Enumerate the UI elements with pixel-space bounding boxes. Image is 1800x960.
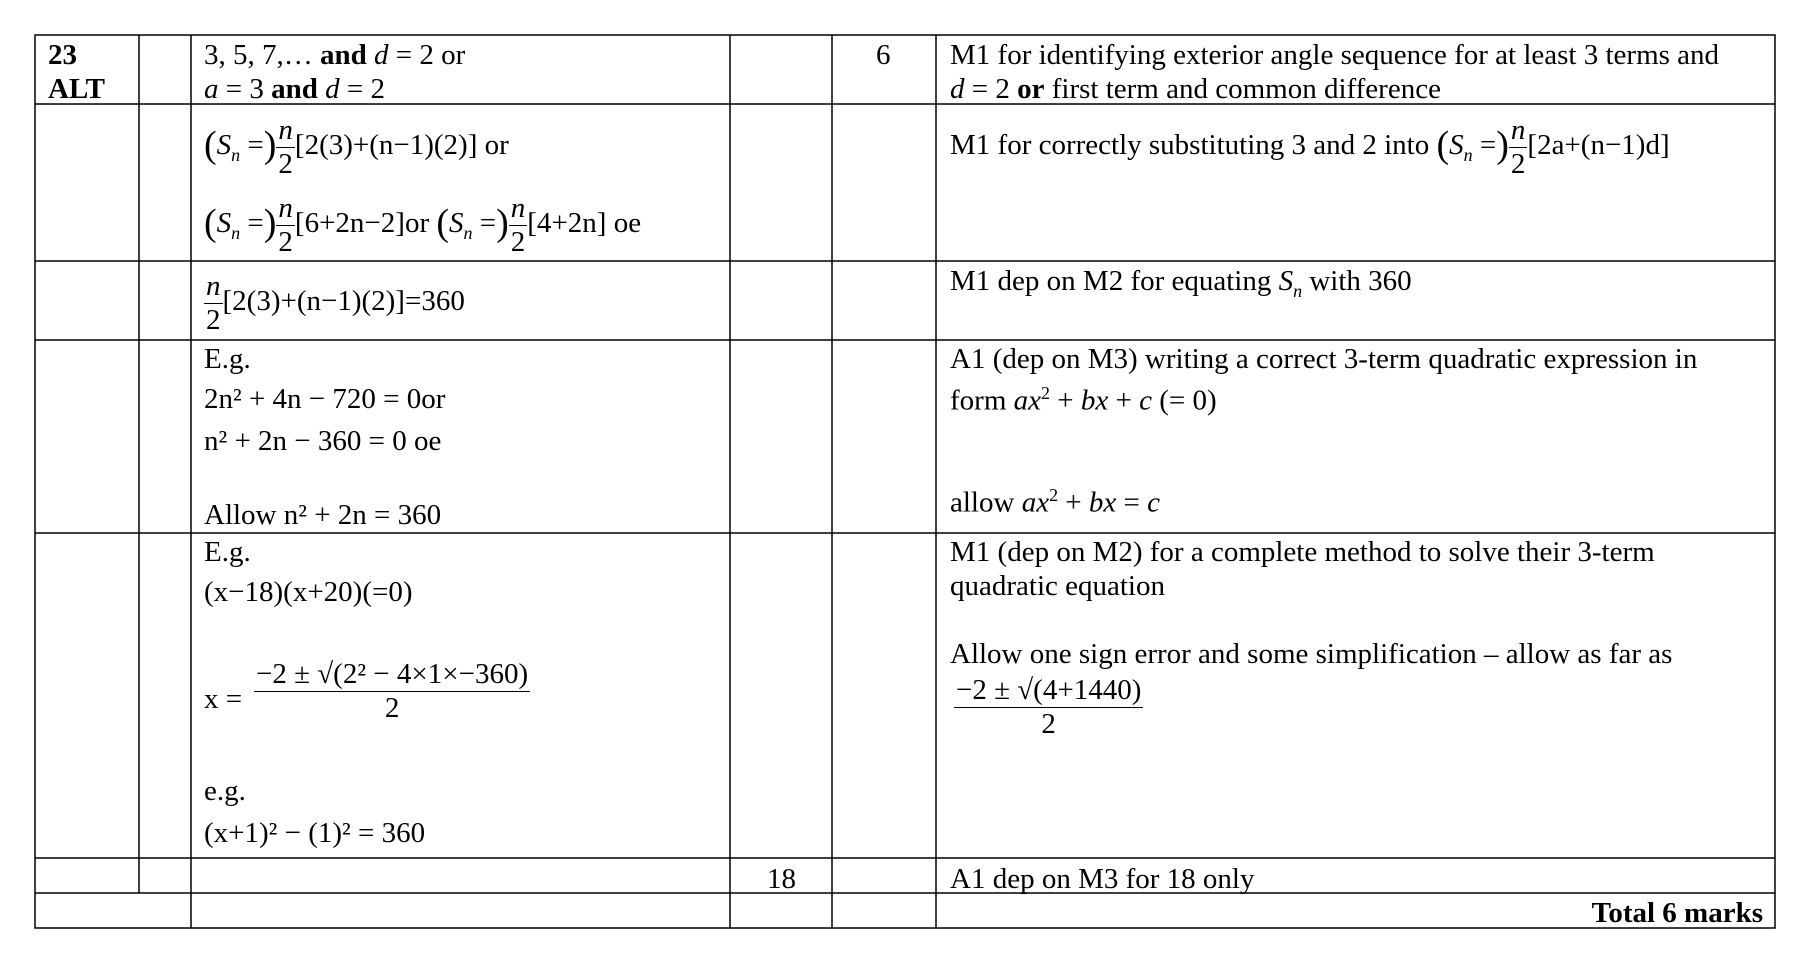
row5-factor: (x−18)(x+20)(=0) <box>204 576 413 608</box>
row1-working-line1: 3, 5, 7,… and d = 2 or <box>204 39 466 71</box>
row2-working-line2: ($S_n$ =) $\frac{n}{2}$ [6+2n−2]or ($S_n$ =) $\frac{n}{2}$ [4+2n] oe <box>204 192 642 258</box>
row5-notes-line1: M1 (dep on M2) for a complete method to solve their 3-term <box>950 536 1655 568</box>
question-number: 23 <box>48 39 77 71</box>
row4-allow: Allow n² + 2n = 360 <box>204 499 442 531</box>
row5-quadratic-formula: $\frac{\text{−2 ± √(2² − 4×1×−360)}}{2}$ <box>256 658 529 724</box>
row1-working-line2: a = 3 and d = 2 <box>204 73 385 105</box>
row6-answer: 18 <box>767 863 796 895</box>
row5-complete-square: (x+1)² − (1)² = 360 <box>204 817 426 849</box>
row4-eq2: n² + 2n − 360 = 0 oe <box>204 425 442 457</box>
question-label: ALT <box>48 73 105 105</box>
row5-eg2: e.g. <box>204 775 246 807</box>
row1-mark: 6 <box>876 39 891 71</box>
row4-eg: E.g. <box>204 343 251 375</box>
row5-notes-line2: quadratic equation <box>950 570 1165 602</box>
row5-x-eq: x = <box>204 683 243 715</box>
row3-notes: M1 dep on M2 for equating $S_n$ with 360 <box>950 265 1412 301</box>
row5-notes-formula: $\frac{-2 \pm √(4+1440)}{2}$ <box>956 674 1142 740</box>
row2-notes: M1 for correctly substituting 3 and 2 into ($S_n$ =) $\frac{n}{2}$ [2a+(n−1)d] <box>950 114 1670 180</box>
row1-notes-line2: d = 2 or first term and common difference <box>950 73 1441 105</box>
row3-working: $\frac{n}{2}$ [2(3)+(n−1)(2)]=360 <box>206 270 465 336</box>
total-marks: Total 6 marks <box>1591 897 1763 929</box>
row6-notes: A1 dep on M3 for 18 only <box>950 863 1255 895</box>
row5-notes-line3: Allow one sign error and some simplification – allow as far as <box>950 638 1673 670</box>
row2-working-line1: ($S_n$ =) $\frac{n}{2}$ [2(3)+(n−1)(2)] or <box>204 114 509 180</box>
row4-notes-line2: form $ax^2$ + bx + c (= 0) <box>950 383 1217 417</box>
row4-eq1: 2n² + 4n − 720 = 0or <box>204 383 446 415</box>
row5-eg: E.g. <box>204 536 251 568</box>
row4-notes-line1: A1 (dep on M3) writing a correct 3-term quadratic expression in <box>950 343 1698 375</box>
row4-notes-line3: allow $ax^2$ + bx = c <box>950 485 1161 519</box>
row1-notes-line1: M1 for identifying exterior angle sequence for at least 3 terms and <box>950 39 1720 71</box>
